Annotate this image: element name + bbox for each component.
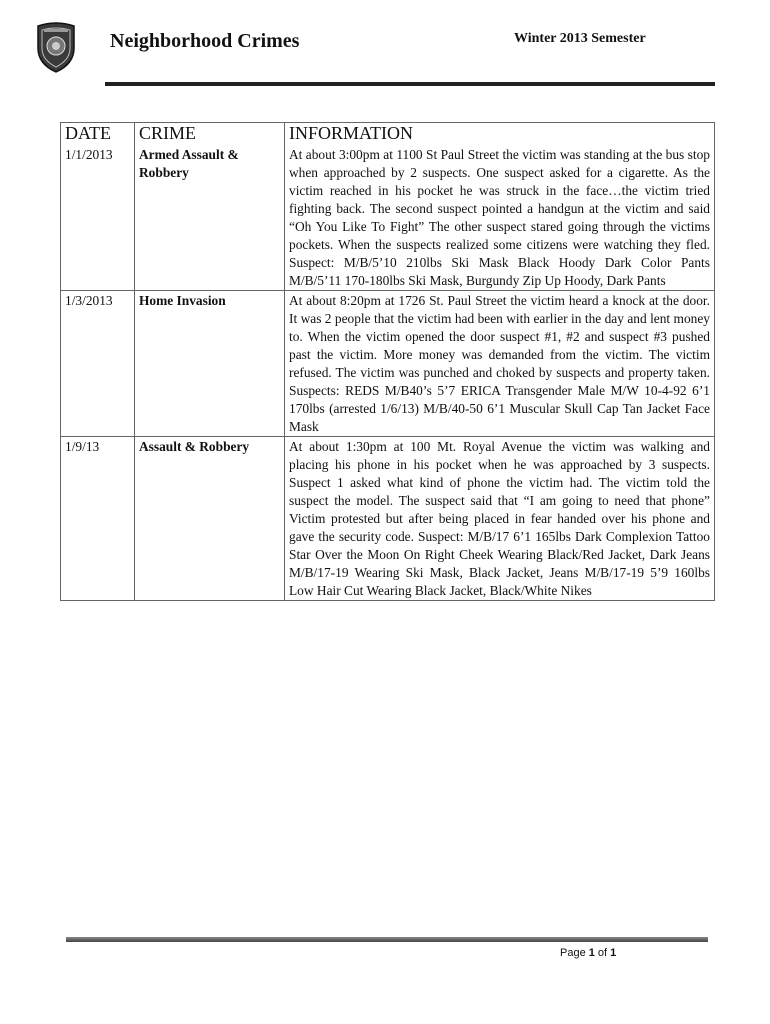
cell-crime: Home Invasion <box>135 291 285 437</box>
semester-label: Winter 2013 Semester <box>514 31 646 46</box>
column-header-date: DATE <box>61 123 135 146</box>
cell-information: At about 8:20pm at 1726 St. Paul Street the victim heard a knock at the door. It was 2 people that the victim had been with earlier in the day and lent money to. When the victim opened the door suspect #1, #2 and suspect #3 pushed past the victim. More money was demanded from the victim. The victim refused. The victim was punched and choked by suspects and property taken. Suspects: REDS M/B40’s 5’7 ERICA Transgender Male M/W 10-4-92 6’1 170lbs (arrested 1/6/13) M/B/40-50 6’1 Muscular Skull Cap Tan Jacket Face Mask <box>285 291 715 437</box>
cell-date: 1/1/2013 <box>61 145 135 291</box>
page-prefix: Page <box>560 947 589 959</box>
cell-crime: Assault & Robbery <box>135 437 285 601</box>
page-total: 1 <box>610 947 617 959</box>
page-title: Neighborhood Crimes <box>110 30 300 52</box>
table-header-row <box>61 123 715 146</box>
header-divider <box>105 82 715 86</box>
footer-divider <box>66 937 708 942</box>
table-row <box>61 145 715 291</box>
page-current: 1 <box>588 947 595 959</box>
cell-information: At about 3:00pm at 1100 St Paul Street the victim was standing at the bus stop when approached by 2 suspects. One suspect asked for a cigarette. As the victim reached in his pocket he was struck in the face…the victim tried fighting back. The second suspect pointed a handgun at the victim and said “Oh You Like To Fight” The other suspect stared going through the victims pockets. When the suspects realized some citizens were watching they fled. Suspect: M/B/5’10 210lbs Ski Mask Black Hoody Dark Color Pants M/B/5’11 170-180lbs Ski Mask, Burgundy Zip Up Hoody, Dark Pants <box>285 145 715 291</box>
page-of: of <box>594 947 611 959</box>
page-number <box>560 947 616 959</box>
police-badge-logo <box>34 22 78 74</box>
column-header-crime: CRIME <box>135 123 285 146</box>
cell-date: 1/3/2013 <box>61 291 135 437</box>
cell-information: At about 1:30pm at 100 Mt. Royal Avenue the victim was walking and placing his phone in his pocket when he was approached by 3 suspects. Suspect 1 asked what kind of phone the victim had. The victim told the suspect the model. The suspect said that “I am going to need that phone” Victim protested but after being placed in fear handed over his phone and gave the security code. Suspect: M/B/17 6’1 165lbs Dark Complexion Tattoo Star Over the Moon On Right Cheek Wearing Black/Red Jacket, Dark Jeans M/B/17-19 Wearing Ski Mask, Black Jacket, Jeans M/B/17-19 5’9 160lbs Low Hair Cut Wearing Black Jacket, Black/White Nikes <box>285 437 715 601</box>
table-row <box>61 437 715 601</box>
column-header-information: INFORMATION <box>285 123 715 146</box>
table-row <box>61 291 715 437</box>
cell-date: 1/9/13 <box>61 437 135 601</box>
cell-crime: Armed Assault & Robbery <box>135 145 285 291</box>
crimes-table <box>60 122 715 601</box>
